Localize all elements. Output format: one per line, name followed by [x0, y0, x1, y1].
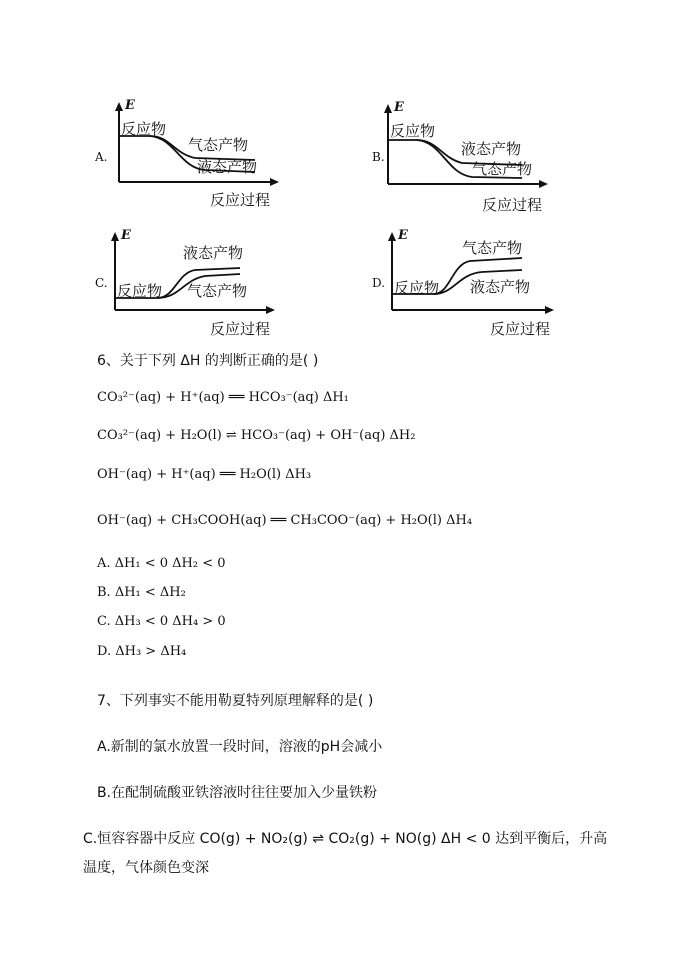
question-7-option-a: A.新制的氯水放置一段时间，溶液的pH会减小: [97, 739, 383, 755]
x-axis-label: 反应过程: [210, 320, 271, 338]
liquid-product-label: 液态产物: [470, 278, 531, 296]
question-7-option-b: B.在配制硫酸亚铁溶液时往往要加入少量铁粉: [97, 785, 378, 801]
reactant-label: 反应物: [390, 122, 436, 140]
question-7-option-c-line2: 温度，气体颜色变深: [83, 860, 209, 876]
equation-1: CO₃²⁻(aq) + H⁺(aq) ══ HCO₃⁻(aq) ΔH₁: [97, 390, 349, 405]
x-axis-label: 反应过程: [210, 191, 271, 209]
diagram-a: [95, 98, 325, 218]
gas-product-label: 气态产物: [462, 239, 523, 257]
liquid-product-label: 液态产物: [461, 140, 522, 158]
liquid-product-label: 液态产物: [183, 244, 244, 262]
option-letter-a: A.: [95, 150, 108, 164]
question-6-option-c: C. ΔH₃ < 0 ΔH₄ > 0: [97, 614, 226, 629]
energy-axis-label: E: [398, 228, 408, 243]
gas-product-label: 气态产物: [188, 136, 249, 154]
option-letter-b: B.: [372, 150, 385, 164]
x-axis-label: 反应过程: [490, 320, 551, 338]
energy-axis-label: E: [121, 228, 131, 243]
energy-axis-label: E: [125, 98, 135, 113]
reactant-label: 反应物: [121, 120, 167, 138]
gas-product-label: 气态产物: [472, 160, 533, 178]
reactant-label: 反应物: [117, 282, 163, 300]
x-axis-label: 反应过程: [482, 196, 543, 214]
energy-axis-label: E: [394, 100, 404, 115]
liquid-product-label: 液态产物: [197, 158, 258, 176]
question-6-option-d: D. ΔH₃ > ΔH₄: [97, 644, 187, 659]
reactant-label: 反应物: [394, 279, 440, 297]
diagram-c: [95, 228, 325, 348]
question-6-option-b: B. ΔH₁ < ΔH₂: [97, 585, 186, 600]
equation-2: CO₃²⁻(aq) + H₂O(l) ⇌ HCO₃⁻(aq) + OH⁻(aq) ΔH₂: [97, 428, 416, 443]
option-letter-d: D.: [372, 276, 386, 290]
question-7-option-c-line1: C.恒容容器中反应 CO(g) + NO₂(g) ⇌ CO₂(g) + NO(g) ΔH < 0 达到平衡后，升高: [83, 831, 608, 847]
equation-4: OH⁻(aq) + CH₃COOH(aq) ══ CH₃COO⁻(aq) + H₂O(l) ΔH₄: [97, 513, 473, 528]
diagram-d: [372, 228, 602, 348]
equation-3: OH⁻(aq) + H⁺(aq) ══ H₂O(l) ΔH₃: [97, 467, 312, 482]
question-6-stem: 6、关于下列 ΔH 的判断正确的是( ): [97, 353, 319, 369]
option-letter-c: C.: [95, 276, 108, 290]
question-6-option-a: A. ΔH₁ < 0 ΔH₂ < 0: [97, 556, 226, 571]
diagram-b: [372, 100, 602, 220]
gas-product-label: 气态产物: [187, 282, 248, 300]
question-7-stem: 7、下列事实不能用勒夏特列原理解释的是( ): [97, 693, 374, 709]
